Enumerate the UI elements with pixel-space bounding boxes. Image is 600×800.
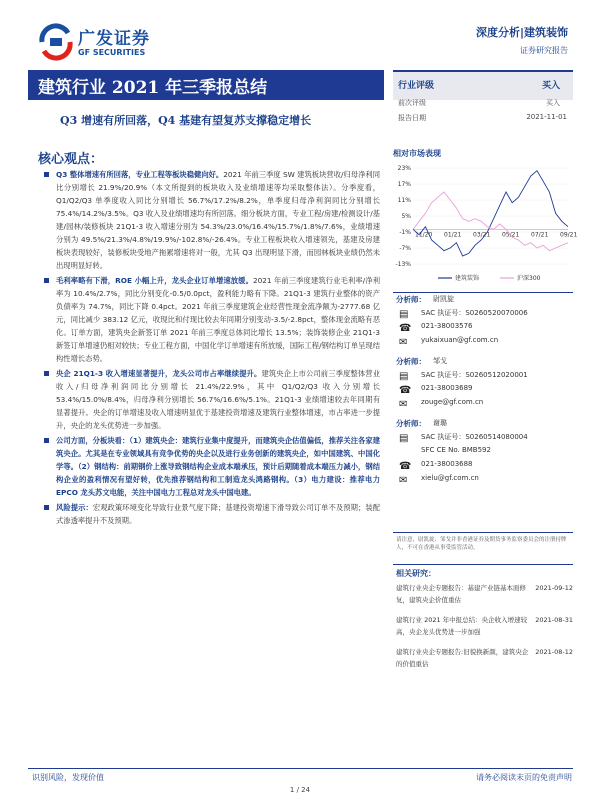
related-item[interactable] [396, 582, 573, 606]
chart-title: 相对市场表现 [393, 149, 441, 158]
analyst-license: SAC 执证号：S0260512020001 [421, 371, 528, 379]
related-item[interactable] [396, 614, 573, 638]
y-tick-label: -13% [395, 261, 411, 268]
analyst-sfc-license: SFC CE No. BMB592 [421, 446, 491, 454]
bullet-lead: 风险提示： [56, 503, 93, 512]
analyst-name: 邹戈 [433, 357, 447, 365]
bullet-item [42, 168, 380, 272]
y-tick-label: 11% [397, 197, 411, 204]
logo-text-cn: 广发证券 [78, 29, 150, 49]
bullet-lead: Q3 整体增速有所回落，专业工程等板块稳健向好。 [56, 170, 224, 179]
company-logo [38, 22, 188, 62]
series-line [413, 192, 568, 251]
phone-icon: ☎ [399, 385, 412, 396]
analyst-name-row [393, 418, 573, 432]
footer-slogan: 识别风险，发现价值 [32, 773, 104, 782]
legend-label: 建筑装饰 [455, 275, 480, 282]
email-icon: ✉ [399, 475, 408, 486]
logo-mark-icon [38, 24, 74, 60]
related-item-date: 2021-08-12 [535, 648, 573, 656]
bullet-item [42, 274, 380, 365]
x-tick-label: 03/21 [473, 231, 491, 239]
footer-disclaimer-link[interactable]: 请务必阅读末页的免责声明 [476, 773, 572, 782]
divider [393, 532, 573, 533]
analyst-email-row [393, 474, 573, 488]
x-tick-label: 07/21 [531, 231, 549, 239]
bullet-item [42, 367, 380, 432]
bullet-lead: 央企 21Q1-3 收入增速显著提升，龙头公司市占率继续提升。 [56, 369, 262, 378]
x-tick-label: 09/21 [560, 231, 578, 239]
x-tick-label: 05/21 [502, 231, 520, 239]
rating-value: 买入 [541, 81, 560, 91]
report-category: 深度分析|建筑装饰 [475, 26, 568, 39]
related-item[interactable] [396, 646, 573, 670]
related-list [396, 582, 573, 678]
analyst-name-row [393, 294, 573, 308]
analyst-license: SAC 执证号：S0260520070006 [421, 309, 528, 317]
related-item-text: 建筑行业 2021 年中报总结：央企收入增速较高，央企龙头优势进一步加强 [396, 616, 528, 636]
email-icon: ✉ [399, 337, 408, 348]
report-subtitle: Q3 增速有所回落，Q4 基建有望复苏支撑稳定增长 [60, 114, 312, 127]
rating-label: 行业评级 [398, 81, 435, 91]
legend-label: 沪深300 [517, 275, 541, 282]
bullet-item [42, 501, 380, 527]
bullet-text: 宏观政策环境变化导致行业景气度下降；基建投资增速下滑导致公司订单不及预期；装配式渗透率提升不及预期。 [56, 503, 380, 525]
phone-icon: ☎ [399, 323, 412, 334]
analyst-phone: 021-38003689 [421, 384, 473, 392]
report-date-label: 报告日期 [398, 114, 426, 122]
analyst-phone: 021-38003688 [421, 460, 473, 468]
y-tick-label: 5% [401, 213, 411, 220]
logo-text-en: GF SECURITIES [78, 48, 146, 57]
bullet-item [42, 434, 380, 499]
x-tick-label: 01/21 [444, 231, 462, 239]
series-line [413, 171, 568, 256]
divider [393, 564, 573, 565]
certificate-icon: ▤ [399, 433, 409, 444]
analyst-role: 分析师： [396, 357, 426, 366]
analyst-phone: 021-38003576 [421, 322, 473, 330]
prev-rating-label: 前次评级 [398, 99, 426, 107]
bullet-lead: 毛利率略有下滑，ROE 小幅上升，龙头企业订单增速放缓。 [56, 276, 253, 285]
bullet-text: 建筑央企上市公司前三季度整体营业收入/归母净利润同比分别增长 21.4%/22.9%，其中 Q1/Q2/Q3 收入分别增长 53.4%/15.0%/8.4%，归母净利分别增长 56.7%/16.6%/5.1%。21Q1-3 业绩增速较去年同期有显著提升。央企的订单增速及收入增速明显优于基建投资增速及建筑行业整体增速，市占率进一步提升，央企的龙头优势进一步加强。 [56, 369, 381, 430]
prev-rating-value: 买入 [546, 99, 560, 107]
analyst-role: 分析师： [396, 419, 426, 428]
report-date-value: 2021-11-01 [526, 113, 567, 121]
bullet-text: 2021 年前三季度建筑行业毛利率/净利率为 10.4%/2.7%，同比分别变化-0.5/0.0pct，盈利能力略有下降。21Q1-3 建筑行业整体的资产负债率为 74.7%，同比下降 0.4pct。2021 年前三季度建筑企业经营性现金流净额为-2777.68 亿元，同比减少 383.12 亿元，收现比和付现比较去年同期分别变动-3.5/-2.8pct，整体现金流略有恶化。订单方面，建筑央企新签订单 2021 年前三季度总体同比增长 13.5%；装饰装修企业 21Q1-3 新签订单增速仍相对较快；专业工程方面，中国化学订单增速有所放缓，国际工程/钢结构订单呈现结构性增长态势。 [56, 276, 380, 363]
analyst-disclaimer: 请注意，尉凯旋、邹戈并非香港证券及期货事务监察委员会的注册持牌人，不可在香港从事受监管活动。 [396, 537, 567, 551]
bullet-text: 2021 年前三季度 SW 建筑板块营收/归母净利同比分别增长 21.9%/20.9%（本文所提到的板块收入及业绩增速等均采取整体法）。分季度看，Q1/Q2/Q3 单季度收入同比分别增长 56.7%/17.2%/8.2%，单季度归母净利润同比分别增长 75.4%/14.2%/3.5%。Q3 收入及业绩增速均有所回落。细分板块方面，专业工程/房建/检测设计/基建/园林/装修板块 21Q1-3 收入增速分别为 54.3%/23.0%/16.4%/15.7%/1.8%/7.6%，业绩增速分别为 49.5%/21.3%/4.8%/19.9%/-102.8%/-26.4%。专业工程板块收入增速领先，基建及房建板块表现较好，装修板块受地产拖累增速将对一般，尤其 Q3 出现明显下滑，而园林板块业绩仍然未出现明显好转。 [56, 170, 380, 270]
analyst-license-row [393, 370, 573, 384]
certificate-icon: ▤ [399, 309, 409, 320]
related-item-text: 建筑行业央企专题报告:旧貌换新颜，建筑央企的价值重估 [396, 648, 529, 668]
core-bullets [42, 168, 380, 529]
analysts-block [393, 294, 573, 488]
email-icon: ✉ [399, 399, 408, 410]
y-tick-label: -1% [399, 229, 411, 236]
relative-performance-chart [393, 160, 578, 288]
related-item-date: 2021-08-31 [535, 616, 573, 624]
analyst-email[interactable]: xielu@gf.com.cn [421, 474, 479, 482]
analyst-name-row [393, 356, 573, 370]
core-title: 核心观点： [38, 152, 104, 167]
header-right [476, 24, 568, 56]
bullet-lead: 公司方面，分板块看：（1）建筑央企：建筑行业集中度提升，而建筑央企估值偏低，推荐关注各家建筑央企。尤其是在专业领域具有竞争优势的央企以及进行业务创新的建筑央企，如中国建筑、中国化学等。（2）钢结构：前期钢价上涨导致钢结构企业成本端承压，预计后期随着成本端压力减小，钢结构企业的盈利情况有望好转，优先推荐钢结构和工制造龙头鸿路钢构。（3）电力建设：推荐电力 EPCO 龙头苏文电能，关注中国电力工程总对龙头中国电建。 [56, 436, 380, 497]
analyst-email-row [393, 398, 573, 412]
report-type: 证券研究报告 [520, 46, 568, 55]
analyst-name: 尉凯旋 [433, 295, 454, 303]
report-title: 建筑行业 2021 年三季报总结 [38, 78, 268, 98]
analyst-email-row [393, 336, 573, 350]
footer-divider [28, 768, 573, 769]
analyst-name: 谢璐 [433, 419, 447, 427]
related-item-date: 2021-09-12 [535, 584, 573, 592]
y-tick-label: -7% [399, 245, 411, 252]
page-number: 1 / 24 [289, 786, 311, 794]
y-tick-label: 23% [397, 165, 411, 172]
analyst-license: SAC 执证号：S0260514080004 [421, 433, 528, 441]
x-tick-label: 11/20 [415, 231, 433, 239]
analyst-phone-row [393, 322, 573, 336]
certificate-icon: ▤ [399, 371, 409, 382]
related-item-text: 建筑行业央企专题报告：基建产业链基本面修复，建筑央企价值重估 [396, 584, 526, 604]
analyst-phone-row [393, 384, 573, 398]
analyst-license-row [393, 308, 573, 322]
analyst-phone-row [393, 460, 573, 474]
related-title: 相关研究： [396, 569, 436, 578]
analyst-email[interactable]: yukaixuan@gf.com.cn [421, 336, 499, 344]
analyst-license-row [393, 432, 573, 446]
divider [393, 292, 573, 293]
analyst-email[interactable]: zouge@gf.com.cn [421, 398, 484, 406]
phone-icon: ☎ [399, 461, 412, 472]
y-tick-label: 17% [397, 181, 411, 188]
analyst-license2-row [393, 446, 573, 460]
analyst-role: 分析师： [396, 295, 426, 304]
